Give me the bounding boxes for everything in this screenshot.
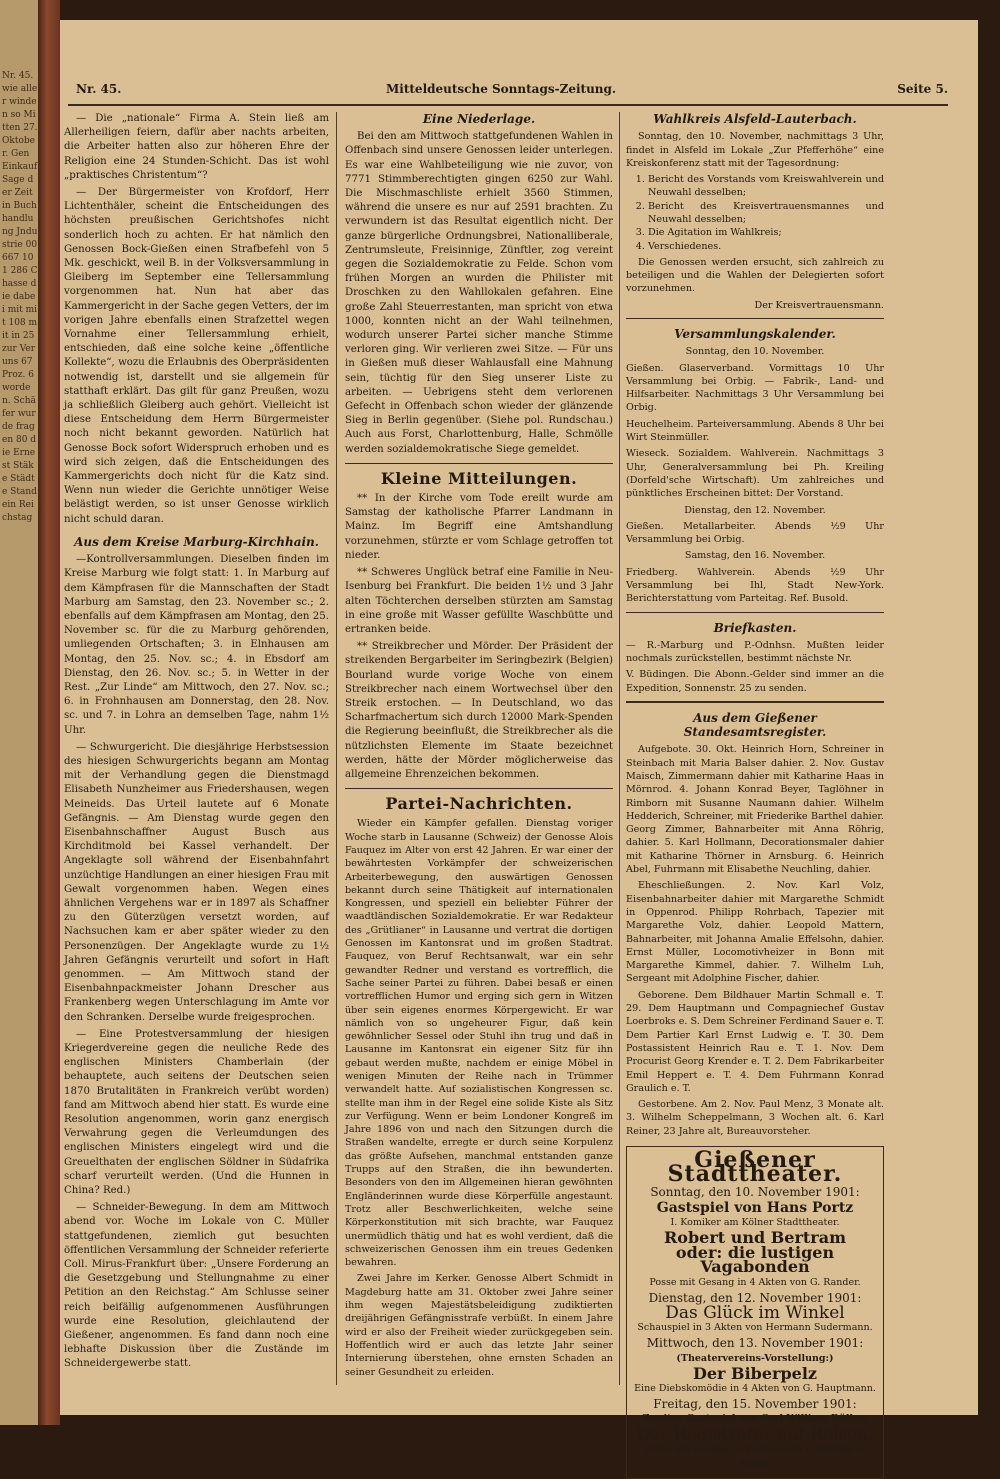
letter-entry: — R.-Marburg und P.-Odnhsn. Mußten leider nochmals zurückstellen, bestimmt nächste Nr. [626, 639, 884, 665]
theatre-note: Posse mit Gesang in 4 Akten von G. Rander. [649, 1276, 861, 1288]
article-paragraph: Die Genossen werden ersucht, sich zahlreich zu beteiligen und die Wahlen der Delegierten sofort vorzunehmen. [626, 256, 884, 295]
article-paragraph: — Eine Protestversammlung der hiesigen Kriegerdvereine gegen die neuliche Rede des englischen Ministers Chamberlain (der behauptete, auch seitens der Deutschen seien 1870 Brutalitäten in Frankreich verübt worden) fand am Mittwoch abend hier statt. Es wurde eine Resolution angenommen, worin ganz energisch Verwahrung gegen die Verleumdungen des englischen Ministers eingelegt wird und die Greuelthaten der englischen Söldner in Südafrika scharf verurteilt werden. (Und die Hunnen in China? Red.) [64, 1028, 329, 1197]
theatre-title: Gießener Stadttheater. [667, 1147, 843, 1188]
divider [345, 788, 613, 789]
calendar-entry: Gießen. Glaserverband. Vormittags 10 Uhr Versammlung bei Orbig. — Fabrik-, Land- und Hilfsarbeiter. Nachmittags 3 Uhr Versammlung bei Orbig. [626, 362, 884, 414]
theatre-note: I. Komiker am Kölner Stadttheater. [670, 1216, 840, 1228]
list-item: 4. Verschiedenes. [648, 240, 884, 253]
article-paragraph: — Schwurgericht. Die diesjährige Herbstsession des hiesigen Schwurgerichts begann am Montag mit der Verhandlung gegen die Dienstmagd Elisabeth Nunzheimer aus Friedershausen, wegen Meineids. Das Urteil lautete auf 6 Monate Gefängnis. — Am Dienstag wurde gegen den Eisenbahnschaffner August Busch aus Kirchditmold bei Kassel verhandelt. Der Angeklagte soll während der Eisenbahnfahrt unzüchtige Handlungen an einer hiesigen Frau mit Gewalt vorgenommen haben. Wegen eines ähnlichen Vergehens war er in 1897 als Schaffner zu den Güterzügen versetzt worden, auf Nachsuchen kam er aber später wieder zu den Personenzügen. Der Angeklagte wurde zu 1½ Jahren Gefängnis verurteilt und sofort in Haft genommen. — Am Mittwoch stand der Eisenbahnpackmeister Johann Drescher aus Frankenberg wegen Unterschlagung im Amte vor den Schranken. Derselbe wurde freigesprochen. [64, 741, 329, 1023]
list-item: 2. Bericht des Kreisvertrauensmannes und Neuwahl desselben; [648, 200, 884, 227]
section-heading: Kleine Mitteilungen. [380, 468, 578, 488]
adjacent-page-fragment: Nr. 45. wie aller winden so Mitten 27. Oktober. Gen Einkauf Sage der Zeit in Buchhandlung Jndustrie 00 667 101 286 Chasse die dabei mit mit 108 mit in 25 zur Ver uns 67 Proz. 6 worden. Schäfer wurde fragen 80 die Ernest Stäke Städte Stand ein Reichstag [2, 71, 38, 523]
divider [626, 701, 884, 703]
section-heading: Aus dem Gießener Standesamtsregister. [683, 711, 827, 740]
article-paragraph: — Schneider-Bewegung. In dem am Mittwoch abend vor. Woche im Lokale von C. Müller stattgefundenen, ziemlich gut besuchten öffentlichen Versammlung der Schneider referierte Coll. Mirus-Frankfurt über: „Unsere Forderung an die Gesetzgebung und Stellungnahme zu einer Petition an den Reichstag.“ Am Schlusse seiner reich beifällig aufgenommenen Ausführungen wurde eine Resolution, gleichlautend der Gießener, angenommen. Es fand dann noch eine lebhafte Diskussion über die Zustände im Schneidergewerbe statt. [64, 1202, 330, 1370]
theatre-date: Freitag, den 15. November 1901: [653, 1397, 857, 1412]
signature: Der Kreisvertrauensmann. [754, 299, 884, 311]
theatre-play: Das Glück im Winkel [665, 1303, 845, 1324]
calendar-date: Dienstag, den 12. November. [684, 504, 826, 516]
register-entry: Eheschließungen. 2. Nov. Karl Volz, Eisenbahnarbeiter dahier mit Margarethe Schmidt in Oppenrod. Philipp Rohrbach, Tapezier mit Margarethe Volz, dahier. Leopold Mattern, Bahnarbeiter, mit Johanna Amalie Effelsohn, dahier. Ernst Müller, Locomotivheizer in Bonn mit Margarethe Kimmel, dahier. 7. Wilhelm Luh, Sergeant mit Adolphine Fischer, dahier. [626, 880, 884, 985]
list-item: 3. Die Agitation im Wahlkreis; [648, 226, 884, 239]
calendar-entry: Friedberg. Wahlverein. Abends ½9 Uhr Versammlung bei Ihl, Stadt New-York. Berichterstattung vom Parteitag. Ref. Busold. [626, 566, 884, 605]
divider [626, 318, 884, 319]
theatre-date: Dienstag, den 12. November 1901: [648, 1290, 862, 1305]
register-entry: Aufgebote. 30. Okt. Heinrich Horn, Schreiner in Steinbach mit Maria Balser dahier. 2. Nov. Gustav Maisch, Zimmermann dahier mit Katharine Haas in Mörnrod. 4. Johann Konrad Beyer, Taglöhner in Rimborn mit Susanne Naumann dahier. Wilhelm Hedderich, Schreiner, mit Friederike Barthel dahier. Georg Zimmer, Bahnarbeiter mit Anna Röhrig, dahier. 5. Karl Hollmann, Decorationsmaler dahier mit Katharine Thörner in Arnsburg. 6. Heinrich Abel, Fuhrmann mit Elisabethe Neuchling, dahier. [626, 744, 884, 876]
page-header [76, 82, 948, 100]
article-paragraph: — Der Bürgermeister von Krofdorf, Herr Lichtenthäler, scheint die Entscheidungen des höchsten preußischen Gerichtshofes nicht sonderlich hoch zu achten. Er hat nämlich den Genossen Bock-Gießen einen Strafbefehl von 5 Mk. geschickt, weil B. in der Volksversammlung in Gleiberg im September eine Tellersammlung vorgenommen hat. Nun hat aber das Kammergericht in der Sache gegen Vetters, der im vorigen Jahre ebenfalls einen Strafzettel wegen Vornahme einer Tellersammlung erhielt, entschieden, daß eine solche keine „öffentliche Kollekte“, wozu die Erlaubnis des Oberpräsidenten notwendig ist, darstellt und sie allgemein für statthaft erklärt. Das gilt für ganz Preußen, wozu ja schließlich Gleiberg auch gehört. Vielleicht ist diese Entscheidung dem Herrn Bürgermeister noch nicht bekannt geworden. Natürlich hat Genosse Bock sofort Widerspruch erhoben und es wird sich zeigen, daß die Entscheidungen des Kammergerichts doch nicht für die Katz sind. Wenn nun wieder die Gerichte unnötiger Weise belästigt werden, so ist unser Genosse wirklich nicht schuld daran. [64, 187, 329, 525]
divider [345, 463, 613, 464]
section-heading: Versammlungskalender. [674, 327, 836, 342]
theatre-date: Mittwoch, den 13. November 1901: [646, 1336, 864, 1351]
issue-number: Nr. 45. [76, 82, 122, 96]
theatre-advertisement [626, 1146, 884, 1479]
section-heading: Wahlkreis Alsfeld-Lauterbach. [653, 112, 857, 126]
theatre-note: Schauspiel in 3 Akten von Hermann Sudermann. [637, 1322, 873, 1334]
article-paragraph: ** Streikbrecher und Mörder. Der Präsident der streikenden Bergarbeiter im Seringbezirk (Belgien) Bourland wurde vorige Woche von einem Streikbrecher nach einem Wortwechsel über den Streik erstochen. — In Deutschland, wo das Scharfmachertum sich durch 12000 Mark-Spenden die Regierung beeinflußt, die Streikbrecher als die nützlichsten Elemente im Staate bezeichnet werden, hätte der Mörder möglicherweise das allgemeine Ehrenzeichen bekommen. [345, 641, 613, 780]
calendar-date: Samstag, den 16. November. [684, 550, 826, 562]
theatre-play: Robert und Bertram [664, 1228, 846, 1248]
theatre-guest: Zweites Gastspiel von Carl William Büller: [642, 1413, 868, 1425]
column-2 [345, 112, 613, 1401]
list-item: 1. Bericht des Vorstands vom Kreiswahlverein und Neuwahl desselben; [648, 173, 884, 200]
section-heading: Briefkasten. [713, 620, 797, 635]
column-divider [619, 112, 620, 1385]
agenda-list [648, 173, 884, 253]
article-paragraph: Sonntag, den 10. November, nachmittags 3 Uhr, findet in Alsfeld im Lokale „Zur Pfefferhöhe“ eine Kreiskonferenz statt mit der Tagesordnung: [626, 131, 884, 169]
section-heading: Partei-Nachrichten. [385, 794, 573, 814]
newspaper-page [60, 20, 978, 1470]
column-1 [64, 112, 329, 1401]
letter-entry: V. Büdingen. Die Abonn.-Gelder sind immer an die Expedition, Sonnenstr. 25 zu senden. [626, 669, 884, 694]
page-number: Seite 5. [897, 82, 948, 96]
theatre-note: Posse mit Gesang in 3 Akten von L'Arronge u. Moser. [644, 1443, 866, 1470]
divider [626, 612, 884, 613]
article-paragraph: Zwei Jahre im Kerker. Genosse Albert Schmidt in Magdeburg hatte am 31. Oktober zwei Jahre seiner ihm wegen Majestätsbeleidigung zudiktierten dreijährigen Gefängnisstrafe verbüßt. In einem Jahre wird er also der Freiheit wieder zurückgegeben sein. Hoffentlich wird er auch das letzte Jahr seiner Internierung überstehen, ohne ernsten Schaden an seiner Gesundheit zu erleiden. [345, 1273, 613, 1378]
article-paragraph: —Kontrollversammlungen. Dieselben finden im Kreise Marburg wie folgt statt: 1. In Marburg auf dem Kämpfrasen für die Mannschaften der Stadt Marburg am Samstag, den 23. November sc.; 2. ebenfalls auf dem Kämpfrasen am Montag, den 25. November sc. für die zu Marburg gehörenden, umliegenden Ortschaften; 3. in Elnhausen am Montag, den 25. Nov. sc.; 4. in Ebsdorf am Dienstag, den 26. Nov. sc.; 5. in Wetter in der Rest. „Zur Linde“ am Mittwoch, den 27. Nov. sc.; 6. in Frohnhausen am Donnerstag, den 28. Nov. sc. und 7. in Lohra an demselben Tage, nahm 1½ Uhr. [64, 554, 329, 736]
column-3 [626, 112, 884, 1470]
section-heading: Aus dem Kreise Marburg-Kirchhain. [74, 534, 319, 549]
theatre-play: Der Registrator auf Reisen. [636, 1424, 874, 1445]
calendar-entry: Heuchelheim. Parteiversammlung. Abends 8 Uhr bei Wirt Steinmüller. [626, 418, 884, 444]
article-paragraph: Bei den am Mittwoch stattgefundenen Wahlen in Offenbach sind unsere Genossen leider unterlegen. Es war eine Wahlbeteiligung wie nie zuvor, von 7771 Stimmberechtigten gingen 6250 zur Wahl. Die Mischmaschliste erhielt 3560 Stimmen, während die unsere es nur auf 2591 brachten. Zu verwundern ist das Resultat eigentlich nicht. Der ganze bürgerliche Ordnungsbrei, Nationalliberale, Zentrumsleute, Freisinnige, Zünftler, zog vereint gegen die Sozialdemokratie zu Felde. Schon vom frühen Morgen an wurden die Philister mit Droschken zu den Wahllokalen gefahren. Eine große Zahl Steuerrestanten, man spricht von etwa 1000, konnten nicht an der Wahl teilnehmen, wodurch unserer Partei sicher manche Stimme verloren ging. Wir verlieren zwei Sitze. — Für uns in Gießen muß dieser Wahlausfall eine Mahnung sein, tüchtig für den Sieg unserer Liste zu arbeiten. — Uebrigens steht dem verlorenen Gefecht in Offenbach schon wieder der glänzende Sieg in Berlin gegenüber. (Siehe pol. Rundschau.) Auch aus Forst, Charlottenburg, Halle, Schmölle werden sozialdemokratische Siege gemeldet. [345, 131, 613, 455]
section-heading: Eine Niederlage. [422, 112, 536, 126]
article-paragraph: Wieder ein Kämpfer gefallen. Dienstag voriger Woche starb in Lausanne (Schweiz) der Genosse Alois Fauquez im Alter von erst 42 Jahren. Er war einer der bewährtesten Vorkämpfer der schweizerischen Arbeiterbewegung, den auswärtigen Genossen bekannt durch seine Thätigkeit auf internationalen Kongressen, und speziell ein beliebter Führer der waadtländischen Sozialdemokratie. Er war Redakteur des „Grütlianer“ in Lausanne und vertrat die dortigen Genossen im Kantonsrat und im großen Stadtrat. Fauquez, von Beruf Rechtsanwalt, war ein sehr gewandter Redner und verstand es vortrefflich, die Sache seiner Partei zu führen. Dabei besaß er einen vortrefflichen Humor und erging sich gern in Witzen über sein eigenes enormes Körpergewicht. Er war nämlich von so ungeheurer Figur, daß kein gewöhnlicher Sessel oder Stuhl ihn trug und daß in Lausanne im Kantonsrat ein eigener Sitz für ihn gebaut werden mußte, nachdem er einige Möbel in wenigen Minuten der Reihe nach in Trümmer verwandelt hatte. Auf sozialistischen Kongressen sc. stellte man ihm in der Regel eine solide Kiste als Sitz zur Verfügung. Wenn er beim Londoner Kongreß im Jahre 1896 von und nach den Sitzungen durch die Straßen wandelte, erregte er durch seine Korpulenz das größte Aufsehen, manchmal entstanden ganze Trupps auf den Straßen, die ihn bewunderten. Besonders von den im Allgemeinen hieran gewöhnten Engländerinnen wurde diese Körperfülle angestaunt. Trotz aller Beschwerlichkeiten, welche seine Körperkonstitution mit sich brachte, war Fauquez unermüdlich thätig und hat es wohl verdient, daß die schweizerischen Genossen ihm ein treues Gedenken bewahren. [345, 818, 613, 1269]
calendar-entry: Wieseck. Sozialdem. Wahlverein. Nachmittags 3 Uhr, Generalversammlung bei Ph. Kreiling (Dorfeld'sche Wirtschaft). Um zahlreiches und pünktliches Erscheinen bittet: Der Vorstand. [626, 448, 884, 500]
theatre-play-subtitle: oder: die lustigen Vagabonden [675, 1243, 835, 1277]
register-entry: Geborene. Dem Bildhauer Martin Schmall e. T. 29. Dem Hauptmann und Compagniechef Gustav Loerbroks e. S. Dem Schreiner Ferdinand Sauer e. T. Dem Partier Karl Ernst Ludwig e. T. 30. Dem Postassistent Heinrich Rau e. T. 1. Nov. Dem Procurist Georg Krender e. T. 2. Dem Fabrikarbeiter Emil Heppert e. T. 4. Dem Fuhrmann Konrad Graulich e. T. [626, 989, 884, 1094]
theatre-note: (Theatervereins-Vorstellung:) [676, 1352, 834, 1364]
calendar-entry: Gießen. Metallarbeiter. Abends ½9 Uhr Versammlung bei Orbig. [626, 520, 884, 546]
newspaper-title: Mitteldeutsche Sonntags-Zeitung. [386, 82, 617, 96]
article-paragraph: ** Schweres Unglück betraf eine Familie in Neu-Isenburg bei Frankfurt. Die beiden 1½ und 3 Jahr alten Töchterchen derselben stürzten am Samstag in eine große mit Wasser gefüllte Waschbütte und ertranken beide. [345, 567, 613, 635]
theatre-note: Eine Diebskomödie in 4 Akten von G. Hauptmann. [634, 1383, 876, 1395]
register-entry: Gestorbene. Am 2. Nov. Paul Menz, 3 Monate alt. 3. Wilhelm Scheppelmann, 3 Wochen alt. 6. Karl Reiner, 23 Jahre alt, Bureauvorsteher. [626, 1099, 884, 1137]
column-divider [336, 112, 337, 1385]
header-rule [68, 104, 948, 106]
book-binding [0, 0, 60, 1425]
article-paragraph: ** In der Kirche vom Tode ereilt wurde am Samstag der katholische Pfarrer Landmann in Mainz. Im Begriff eine Amtshandlung vorzunehmen, stürzte er vom Schlage getroffen tot nieder. [345, 493, 613, 561]
theatre-play: Der Biberpelz [693, 1363, 817, 1383]
article-paragraph: — Die „nationale“ Firma A. Stein ließ am Allerheiligen feiern, dafür aber nachts arbeiten, die Arbeiter hatten also zur höheren Ehre der Religion eine 24 Stunden-Schicht. Das ist wohl „praktisches Christentum“? [64, 113, 329, 181]
theatre-guest: Gastspiel von Hans Portz [656, 1199, 854, 1216]
calendar-date: Sonntag, den 10. November. [685, 346, 825, 358]
theatre-date: Sonntag, den 10. November 1901: [650, 1185, 860, 1200]
binding-cloth [38, 0, 60, 1425]
